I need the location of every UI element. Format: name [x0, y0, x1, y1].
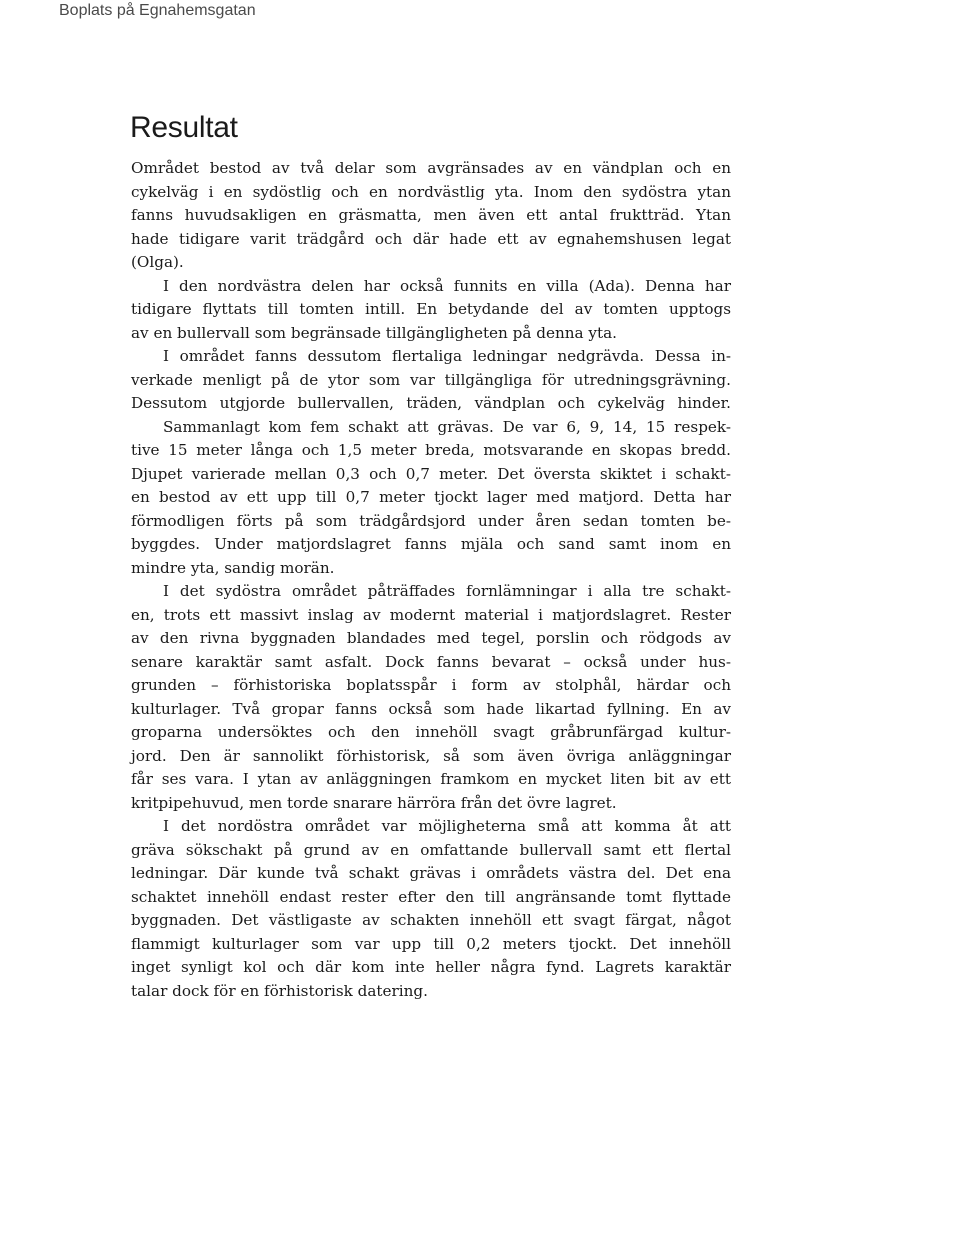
text-line: en, trots ett massivt inslag av modernt material i matjordslagret. Rester [131, 605, 731, 624]
text-line: Sammanlagt kom fem schakt att grävas. De var 6, 9, 14, 15 respek- [163, 417, 731, 436]
text-line: byggdes. Under matjordslagret fanns mjäla och sand samt inom en [131, 535, 731, 553]
text-line: I det nordöstra området var möjligheterna små att komma åt att [163, 817, 731, 835]
text-line: hade tidigare varit trädgård och där hade ett av egnahemshusen legat [131, 229, 731, 248]
text-line: tive 15 meter långa och 1,5 meter breda, motsvarande en skopas bredd. [131, 441, 731, 459]
body-text [131, 157, 731, 1003]
text-line: grunden – förhistoriska boplatsspår i form av stolphål, härdar och [131, 676, 731, 694]
text-line: inget synligt kol och där kom inte heller några fynd. Lagrets karaktär [131, 958, 731, 976]
text-line: I det sydöstra området påträffades fornlämningar i alla tre schakt- [163, 582, 731, 600]
text-line: kulturlager. Två gropar fanns också som hade likartad fyllning. En av [131, 699, 731, 718]
text-line: av en bullervall som begränsade tillgängligheten på denna yta. [131, 323, 617, 342]
text-line: I den nordvästra delen har också funnits en villa (Ada). Denna har [163, 276, 731, 295]
running-header: Boplats på Egnahemsgatan [59, 2, 256, 19]
text-line: gräva sökschakt på grund av en omfattande bullervall samt ett flertal [131, 840, 731, 859]
text-line: fanns huvudsakligen en gräsmatta, men även ett antal fruktträd. Ytan [131, 206, 731, 224]
text-line: kritpipehuvud, men torde snarare härröra från det övre lagret. [131, 793, 617, 812]
text-line: cykelväg i en sydöstlig och en nordvästlig yta. Inom den sydöstra ytan [131, 182, 731, 201]
text-line: senare karaktär samt asfalt. Dock fanns bevarat – också under hus- [131, 652, 731, 671]
text-line: förmodligen förts på som trädgårdsjord under åren sedan tomten be- [131, 511, 731, 530]
text-line: Dessutom utgjorde bullervallen, träden, vändplan och cykelväg hinder. [131, 394, 731, 412]
text-line: groparna undersöktes och den innehöll svagt gråbrunfärgad kultur- [131, 723, 731, 741]
text-line: (Olga). [131, 253, 184, 271]
text-line: I området fanns dessutom flertaliga ledningar nedgrävda. Dessa in- [163, 347, 731, 365]
text-line: byggnaden. Det västligaste av schakten innehöll ett svagt färgat, något [131, 911, 731, 929]
text-line: flammigt kulturlager som var upp till 0,2 meters tjockt. Det innehöll [131, 934, 731, 953]
text-line: talar dock för en förhistorisk datering. [131, 981, 428, 1000]
text-line: tidigare flyttats till tomten intill. En betydande del av tomten upptogs [131, 300, 731, 318]
text-line: en bestod av ett upp till 0,7 meter tjockt lager med matjord. Detta har [131, 488, 731, 506]
text-line: av den rivna byggnaden blandades med tegel, porslin och rödgods av [131, 629, 731, 647]
text-line: schaktet innehöll endast rester efter den till angränsande tomt flyttade [131, 887, 731, 906]
text-line: mindre yta, sandig morän. [131, 558, 335, 577]
text-line: får ses vara. I ytan av anläggningen framkom en mycket liten bit av ett [131, 770, 731, 788]
text-line: verkade menligt på de ytor som var tillgängliga för utredningsgrävning. [131, 370, 731, 389]
text-line: jord. Den är sannolikt förhistorisk, så som även övriga anläggningar [131, 746, 731, 765]
section-title: Resultat [130, 111, 238, 144]
text-line: Djupet varierade mellan 0,3 och 0,7 meter. Det översta skiktet i schakt- [131, 464, 731, 483]
text-line: ledningar. Där kunde två schakt grävas i områdets västra del. Det ena [131, 864, 731, 882]
text-line: Området bestod av två delar som avgränsades av en vändplan och en [131, 159, 731, 177]
